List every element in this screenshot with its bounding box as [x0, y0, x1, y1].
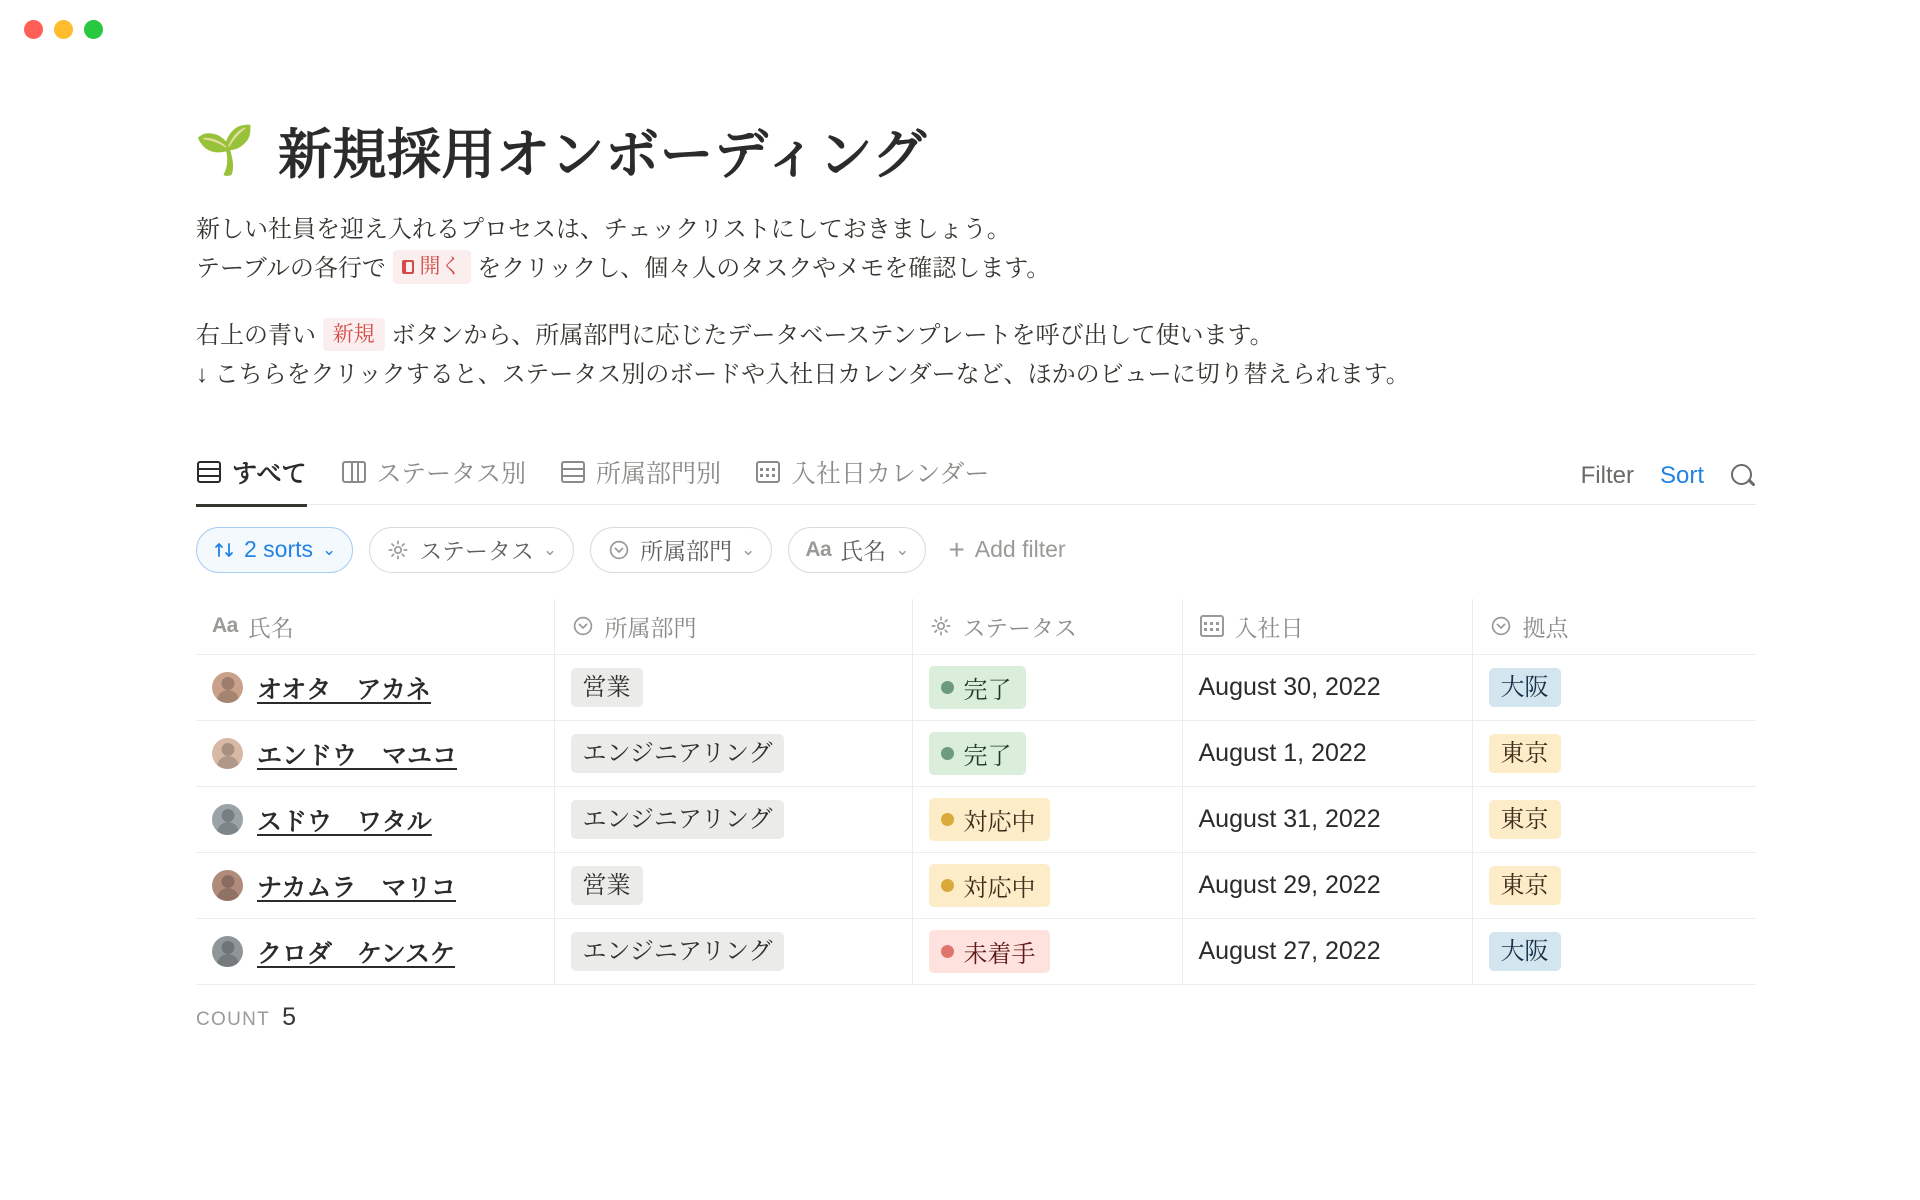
cell-name[interactable] — [196, 919, 554, 985]
cell-start-date[interactable]: August 1, 2022 — [1182, 721, 1472, 787]
department-tag: エンジニアリング — [571, 734, 785, 773]
status-badge — [929, 666, 1026, 709]
cell-start-date[interactable]: August 31, 2022 — [1182, 787, 1472, 853]
filter-chip-department-label: 所属部門 — [640, 538, 733, 564]
page-title: 新規採用オンボーディング — [278, 125, 927, 185]
cell-name[interactable] — [196, 655, 554, 721]
column-header-name[interactable] — [196, 599, 554, 655]
open-doc-icon — [402, 260, 414, 274]
cell-department[interactable] — [554, 721, 912, 787]
row-name-link[interactable]: ナカムラ マリコ — [257, 873, 457, 902]
status-bullet-icon — [941, 747, 954, 760]
board-icon — [341, 459, 367, 485]
plus-icon: + — [948, 533, 965, 565]
calendar-icon — [755, 459, 781, 485]
cell-name[interactable] — [196, 787, 554, 853]
location-tag: 東京 — [1489, 800, 1561, 839]
chevron-down-icon: ⌄ — [322, 539, 337, 559]
column-header-department-label: 所属部門 — [604, 614, 697, 641]
view-tabs — [196, 451, 989, 504]
avatar — [212, 672, 243, 703]
status-label: 完了 — [963, 743, 1012, 770]
description-line-2 — [196, 250, 1920, 289]
cell-status[interactable] — [912, 655, 1182, 721]
row-name-link[interactable]: スドウ ワタル — [257, 807, 432, 836]
cell-location[interactable] — [1472, 655, 1756, 721]
status-badge — [929, 732, 1026, 775]
filter-chip-name[interactable] — [788, 527, 926, 573]
chevron-down-icon: ⌄ — [895, 539, 910, 559]
location-tag: 大阪 — [1489, 668, 1561, 707]
status-label: 対応中 — [963, 875, 1036, 902]
department-tag: 営業 — [571, 866, 643, 905]
filter-button[interactable]: Filter — [1580, 461, 1634, 489]
column-header-name-label: 氏名 — [247, 614, 294, 641]
count-value: 5 — [282, 1003, 296, 1031]
table-row[interactable] — [196, 919, 1756, 985]
cell-status[interactable] — [912, 721, 1182, 787]
status-label: 完了 — [963, 677, 1012, 704]
tab-all-label: すべて — [232, 459, 307, 488]
location-tag: 東京 — [1489, 734, 1561, 773]
avatar — [212, 936, 243, 967]
select-icon — [607, 538, 631, 562]
description-line-1: 新しい社員を迎え入れるプロセスは、チェックリストにしておきましょう。 — [196, 216, 1011, 243]
avatar — [212, 870, 243, 901]
department-tag: エンジニアリング — [571, 800, 785, 839]
tab-all[interactable] — [196, 454, 307, 507]
open-chip-label: 開く — [419, 255, 462, 279]
cell-start-date[interactable]: August 29, 2022 — [1182, 853, 1472, 919]
description-line-4: ↓ こちらをクリックすると、ステータス別のボードや入社日カレンダーなど、ほかのビューに切り替えられます。 — [196, 360, 1410, 388]
column-header-status[interactable] — [912, 599, 1182, 655]
close-window-button[interactable] — [24, 20, 43, 39]
status-label: 未着手 — [963, 941, 1036, 968]
filter-chip-status[interactable] — [369, 527, 574, 573]
cell-name[interactable] — [196, 721, 554, 787]
location-tag: 大阪 — [1489, 932, 1561, 971]
table-footer-count[interactable] — [0, 1003, 1560, 1032]
table-icon — [560, 459, 586, 485]
status-bullet-icon — [941, 681, 954, 694]
column-header-start-date-label: 入社日 — [1234, 614, 1304, 641]
sort-arrows-icon — [213, 539, 235, 561]
column-header-location[interactable] — [1472, 599, 1756, 655]
count-label: COUNT — [196, 1009, 271, 1030]
cell-status[interactable] — [912, 853, 1182, 919]
cell-start-date[interactable]: August 30, 2022 — [1182, 655, 1472, 721]
tab-by-status-label: ステータス別 — [376, 459, 527, 488]
new-chip-label: 新規 — [332, 322, 375, 346]
sort-button[interactable]: Sort — [1659, 461, 1704, 489]
table-icon — [196, 459, 222, 485]
avatar — [212, 804, 243, 835]
page-description — [196, 211, 1920, 395]
filter-chip-department[interactable] — [590, 527, 772, 573]
tab-by-department[interactable] — [560, 454, 721, 507]
sprout-icon[interactable]: 🌱 — [195, 123, 255, 177]
table-row[interactable] — [196, 655, 1756, 721]
search-icon[interactable] — [1730, 463, 1756, 489]
description-spacer — [196, 289, 1920, 317]
status-bullet-icon — [941, 813, 954, 826]
open-chip[interactable] — [393, 250, 471, 283]
aa-text-icon: Aa — [805, 537, 832, 561]
cell-department[interactable] — [554, 853, 912, 919]
filter-bar — [196, 527, 1920, 573]
status-badge — [929, 798, 1050, 841]
status-bullet-icon — [941, 945, 954, 958]
table-row[interactable] — [196, 853, 1756, 919]
minimize-window-button[interactable] — [54, 20, 73, 39]
select-icon — [571, 614, 595, 638]
column-header-start-date[interactable] — [1182, 599, 1472, 655]
row-name-link[interactable]: オオタ アカネ — [257, 675, 432, 704]
table-row[interactable] — [196, 721, 1756, 787]
cell-location[interactable] — [1472, 919, 1756, 985]
tab-start-date-calendar-label: 入社日カレンダー — [791, 459, 990, 488]
sorts-button[interactable] — [196, 527, 353, 573]
table-row[interactable] — [196, 787, 1756, 853]
column-header-department[interactable] — [554, 599, 912, 655]
filter-chip-name-label: 氏名 — [840, 538, 887, 564]
cell-location[interactable] — [1472, 721, 1756, 787]
status-sun-icon — [929, 614, 953, 638]
tab-by-status[interactable] — [341, 454, 527, 507]
cell-location[interactable] — [1472, 853, 1756, 919]
aa-text-icon: Aa — [212, 614, 238, 638]
chevron-down-icon: ⌄ — [542, 539, 558, 559]
row-name-link[interactable]: エンドウ マユコ — [257, 741, 458, 770]
description-line-3 — [196, 317, 1920, 356]
column-header-location-label: 拠点 — [1522, 614, 1569, 641]
location-tag: 東京 — [1489, 866, 1561, 905]
cell-name[interactable] — [196, 853, 554, 919]
traffic-lights — [24, 20, 103, 39]
view-actions — [1581, 462, 1756, 504]
add-filter-label: Add filter — [974, 536, 1066, 562]
tab-start-date-calendar[interactable] — [755, 454, 989, 507]
view-bar — [196, 451, 1756, 505]
status-label: 対応中 — [963, 809, 1036, 836]
database-table — [196, 599, 1756, 986]
cell-location[interactable] — [1472, 787, 1756, 853]
department-tag: エンジニアリング — [571, 932, 785, 971]
table-body — [196, 655, 1756, 985]
cell-status[interactable] — [912, 919, 1182, 985]
cell-start-date[interactable]: August 27, 2022 — [1182, 919, 1472, 985]
description-line-3-after: ボタンから、所属部門に応じたデータベーステンプレートを呼び出して使います。 — [391, 321, 1274, 349]
table-header — [196, 599, 1756, 655]
description-line-2-after: をクリックし、個々人のタスクやメモを確認します。 — [477, 254, 1051, 282]
new-chip[interactable] — [323, 318, 385, 351]
status-bullet-icon — [941, 879, 954, 892]
table-header-row — [196, 599, 1756, 655]
chevron-down-icon: ⌄ — [741, 539, 756, 559]
description-line-2-before: テーブルの各行で — [196, 254, 386, 282]
avatar — [212, 738, 243, 769]
row-name-link[interactable]: クロダ ケンスケ — [257, 939, 456, 968]
filter-chip-status-label: ステータス — [419, 538, 534, 564]
zoom-window-button[interactable] — [84, 20, 103, 39]
sorts-label: 2 sorts — [244, 536, 314, 562]
page-header — [196, 112, 1920, 189]
status-badge — [929, 864, 1050, 907]
tab-by-department-label: 所属部門別 — [596, 459, 722, 488]
column-header-status-label: ステータス — [962, 614, 1078, 641]
description-line-3-before: 右上の青い — [196, 321, 316, 349]
page-content — [0, 112, 1920, 985]
cell-department[interactable] — [554, 919, 912, 985]
add-filter-button[interactable] — [948, 533, 1066, 565]
cell-department[interactable] — [554, 787, 912, 853]
status-badge — [929, 930, 1050, 973]
window-titlebar — [0, 0, 1920, 58]
cell-status[interactable] — [912, 787, 1182, 853]
calendar-icon — [1199, 613, 1225, 639]
status-sun-icon — [386, 538, 410, 562]
cell-department[interactable] — [554, 655, 912, 721]
select-icon — [1489, 614, 1513, 638]
department-tag: 営業 — [571, 668, 643, 707]
